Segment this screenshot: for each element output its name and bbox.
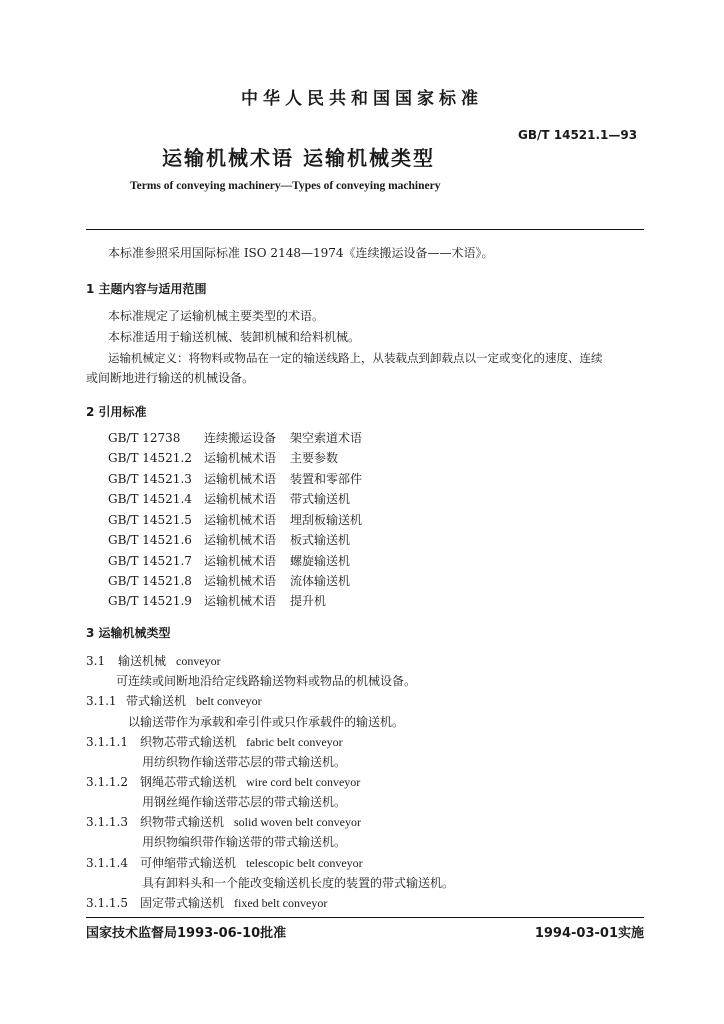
term-definition: 可连续或间断地沿给定线路输送物料或物品的机械设备。: [116, 674, 417, 688]
term-en: fabric belt conveyor: [246, 735, 343, 749]
reference-category: 运输机械术语: [204, 574, 277, 588]
reference-item: [108, 571, 350, 591]
intro-paragraph: 本标准参照采用国际标准 ISO 2148—1974《连续搬运设备——术语》。: [108, 246, 494, 260]
term-cn: 可伸缩带式输送机: [140, 856, 237, 870]
term-en: fixed belt conveyor: [234, 896, 328, 910]
term-number: 3.1.1.3: [86, 815, 128, 829]
reference-item: [108, 469, 362, 489]
term-cn: 输送机械: [118, 654, 167, 668]
reference-name: 装置和零部件: [290, 472, 363, 486]
reference-category: 运输机械术语: [204, 533, 277, 547]
reference-code: GB/T 14521.6: [108, 533, 192, 547]
section-1-paragraph-3b: 或间断地进行输送的机械设备。: [86, 371, 255, 385]
term-number: 3.1.1.2: [86, 775, 128, 789]
reference-category: 运输机械术语: [204, 513, 277, 527]
reference-name: 埋刮板输送机: [290, 513, 363, 527]
reference-item: [108, 551, 350, 571]
term-en: wire cord belt conveyor: [246, 775, 361, 789]
term-number: 3.1.1.4: [86, 856, 128, 870]
term-cn: 带式输送机: [126, 694, 187, 708]
section-3-heading: 3 运输机械类型: [86, 626, 171, 640]
reference-name: 螺旋输送机: [290, 554, 351, 568]
term-number: 3.1.1.5: [86, 896, 128, 910]
term-definition: 用钢丝绳作输送带芯层的带式输送机。: [142, 795, 347, 809]
term-entry: [86, 893, 327, 913]
term-cn: 织物芯带式输送机: [140, 735, 237, 749]
term-definition: 以输送带作为承载和牵引件或只作承载件的输送机。: [128, 715, 405, 729]
term-number: 3.1.1.1: [86, 735, 128, 749]
reference-item: [108, 530, 350, 550]
term-cn: 钢绳芯带式输送机: [140, 775, 237, 789]
term-entry: [86, 691, 262, 711]
reference-code: GB/T 12738: [108, 431, 181, 445]
term-en: conveyor: [176, 654, 221, 668]
section-2-heading: 2 引用标准: [86, 405, 147, 419]
implementation-date: 1994-03-01实施: [534, 926, 644, 941]
section-1-paragraph-3a: 运输机械定义：将物料或物品在一定的输送线路上，从装载点到卸载点以一定或变化的速度、连续: [108, 351, 603, 365]
section-1-paragraph-2: 本标准适用于输送机械、装卸机械和给料机械。: [108, 330, 361, 344]
standard-code: GB/T 14521.1—93: [518, 128, 638, 142]
term-en: telescopic belt conveyor: [246, 856, 363, 870]
term-number: 3.1: [86, 654, 106, 668]
term-entry: [86, 651, 221, 671]
reference-code: GB/T 14521.8: [108, 574, 192, 588]
term-entry: [86, 812, 361, 832]
reference-category: 运输机械术语: [204, 451, 277, 465]
reference-category: 运输机械术语: [204, 472, 277, 486]
reference-item: [108, 428, 362, 448]
term-entry: [86, 772, 360, 792]
approval-date: 国家技术监督局1993-06-10批准: [86, 926, 287, 941]
reference-item: [108, 591, 326, 611]
term-entry: [86, 853, 363, 873]
term-definition: 用纺织物作输送带芯层的带式输送机。: [142, 755, 347, 769]
reference-code: GB/T 14521.7: [108, 554, 192, 568]
reference-category: 运输机械术语: [204, 594, 277, 608]
reference-category: 连续搬运设备: [204, 431, 277, 445]
reference-category: 运输机械术语: [204, 492, 277, 506]
header-divider: [86, 229, 644, 230]
reference-name: 板式输送机: [290, 533, 351, 547]
reference-code: GB/T 14521.5: [108, 513, 192, 527]
reference-item: [108, 489, 350, 509]
issuing-authority: 中华人民共和国国家标准: [241, 89, 483, 109]
section-1-paragraph-1: 本标准规定了运输机械主要类型的术语。: [108, 309, 325, 323]
term-entry: [86, 732, 343, 752]
document-title-en: Terms of conveying machinery—Types of conveying machinery: [130, 180, 441, 192]
footer-divider: [86, 917, 644, 918]
reference-category: 运输机械术语: [204, 554, 277, 568]
term-definition: 用织物编织带作输送带的带式输送机。: [142, 835, 347, 849]
reference-item: [108, 448, 338, 468]
reference-name: 主要参数: [290, 451, 339, 465]
reference-name: 带式输送机: [290, 492, 351, 506]
term-number: 3.1.1: [86, 694, 117, 708]
term-en: belt conveyor: [196, 694, 262, 708]
term-cn: 织物带式输送机: [140, 815, 225, 829]
term-definition: 具有卸料头和一个能改变输送机长度的装置的带式输送机。: [142, 876, 455, 890]
reference-code: GB/T 14521.2: [108, 451, 192, 465]
reference-name: 流体输送机: [290, 574, 351, 588]
document-title-cn: 运输机械术语 运输机械类型: [162, 146, 435, 170]
reference-name: 提升机: [290, 594, 327, 608]
reference-item: [108, 510, 362, 530]
section-1-heading: 1 主题内容与适用范围: [86, 282, 207, 296]
term-cn: 固定带式输送机: [140, 896, 225, 910]
reference-code: GB/T 14521.9: [108, 594, 192, 608]
term-en: solid woven belt conveyor: [234, 815, 361, 829]
reference-name: 架空索道术语: [290, 431, 363, 445]
reference-code: GB/T 14521.3: [108, 472, 192, 486]
reference-code: GB/T 14521.4: [108, 492, 192, 506]
